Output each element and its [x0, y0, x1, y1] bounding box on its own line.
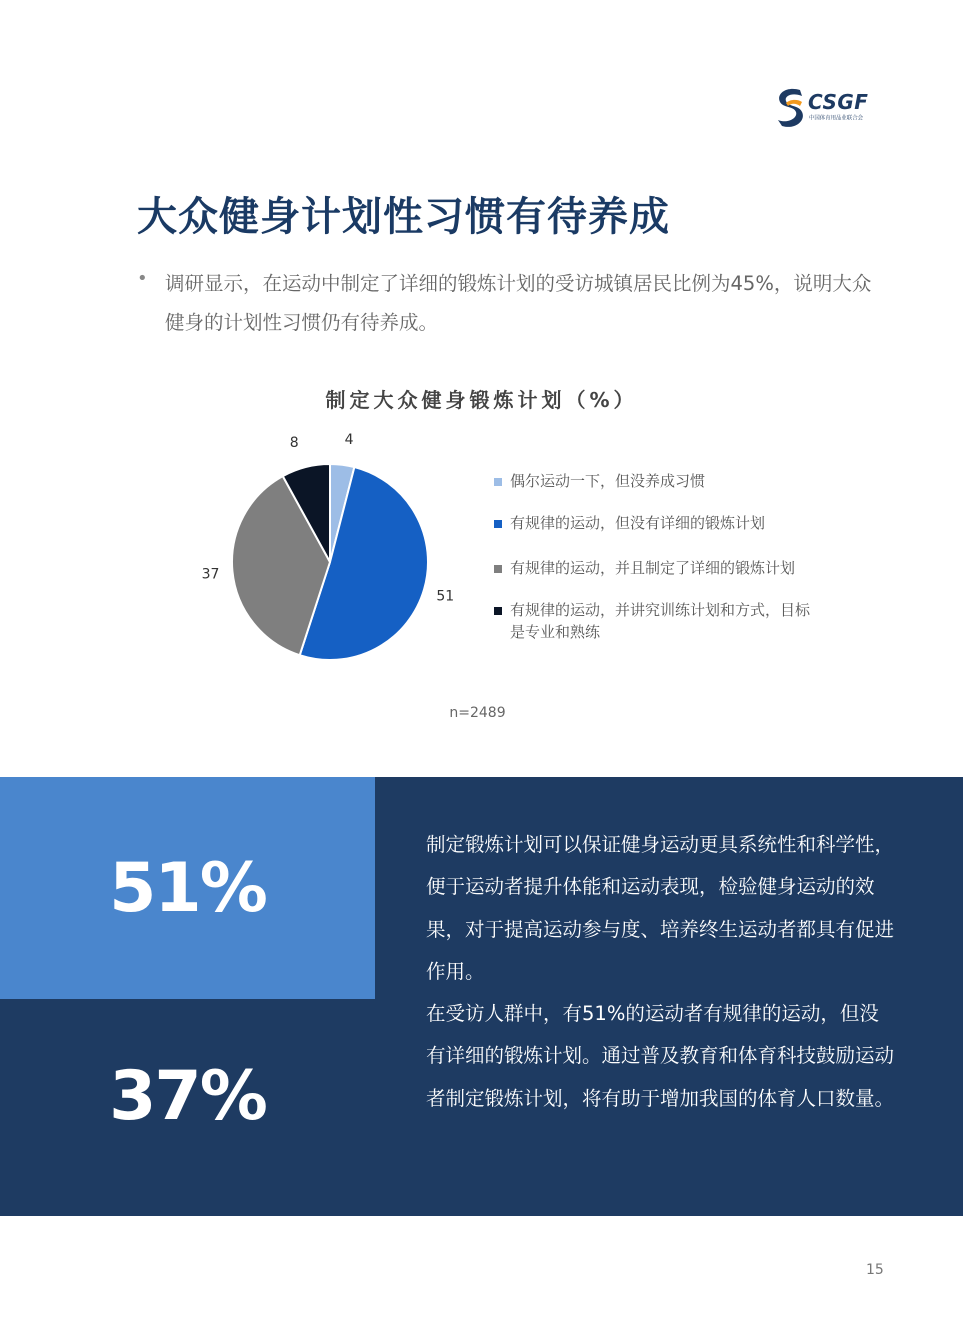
legend-label: 有规律的运动，但没有详细的锻炼计划	[510, 514, 766, 532]
chart-title: 制定大众健身锻炼计划（%）	[325, 388, 638, 412]
legend-item-regular-with-plan	[494, 557, 820, 579]
page-title: 大众健身计划性习惯有待养成	[137, 194, 670, 240]
legend-swatch	[494, 607, 502, 615]
pie-data-label: 37	[201, 566, 220, 583]
logo-mark-icon	[772, 84, 808, 128]
pie-data-label: 4	[344, 431, 354, 448]
legend-item-professional	[494, 599, 820, 643]
bullet-text: 调研显示，在运动中制定了详细的锻炼计划的受访城镇居民比例为45%，说明大众健身的计划性习惯仍有待养成。	[165, 272, 872, 334]
bullet-dot: •	[137, 268, 148, 289]
legend-label: 有规律的运动，并讲究训练计划和方式，目标是专业和熟练	[510, 601, 811, 641]
page-number: 15	[866, 1262, 884, 1278]
description-paragraph-1: 制定锻炼计划可以保证健身运动更具系统性和科学性，便于运动者提升体能和运动表现，检验健身运动的效果，对于提高运动参与度、培养终生运动者都具有促进作用。	[426, 833, 895, 983]
logo-org-text: 中国体育用品业联合会	[809, 114, 864, 122]
stat-panel-top	[0, 777, 375, 999]
legend-label: 偶尔运动一下，但没养成习惯	[510, 472, 706, 490]
legend-item-regular-no-plan	[494, 512, 820, 534]
description-paragraph-2: 在受访人群中，有51%的运动者有规律的运动，但没有详细的锻炼计划。通过普及教育和体育科技鼓励运动者制定锻炼计划，将有助于增加我国的体育人口数量。	[426, 1002, 895, 1110]
stat-51-percent: 51%	[109, 849, 266, 928]
description-text	[426, 824, 896, 1120]
legend-item-occasional	[494, 470, 820, 492]
stat-37-percent: 37%	[109, 1057, 266, 1136]
stat-panel-bottom	[0, 999, 375, 1216]
legend-swatch	[494, 565, 502, 573]
sample-size-note: n=2489	[449, 705, 506, 721]
pie-data-label: 8	[289, 434, 299, 451]
legend-label: 有规律的运动，并且制定了详细的锻炼计划	[510, 559, 796, 577]
pie-chart	[180, 420, 500, 690]
logo-brand: CSGF	[808, 90, 869, 114]
csgf-logo	[772, 84, 872, 128]
pie-data-label: 51	[436, 588, 455, 605]
legend-swatch	[494, 520, 502, 528]
legend-swatch	[494, 478, 502, 486]
